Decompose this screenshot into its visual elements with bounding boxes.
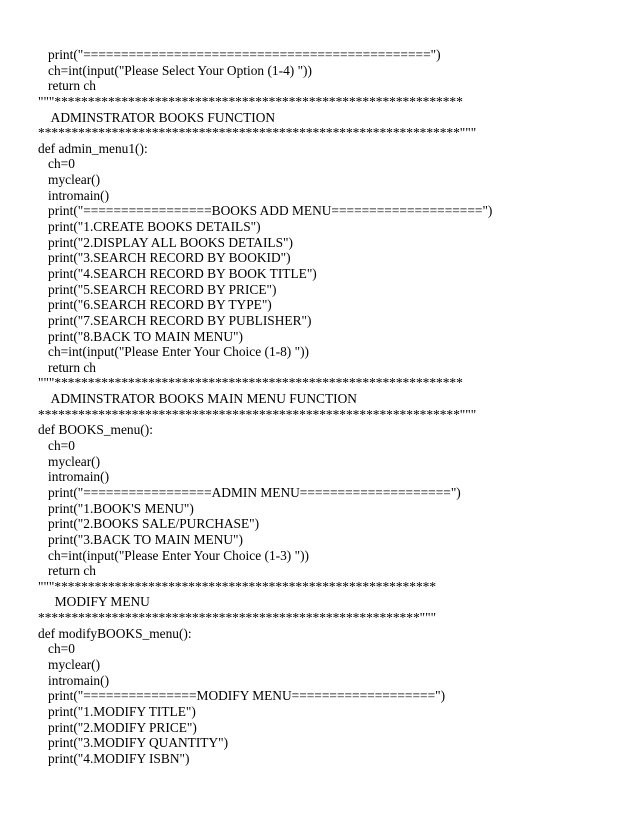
code-line: intromain() [38,672,110,688]
code-line: """************************************************************* [38,93,463,109]
code-line: print("3.SEARCH RECORD BY BOOKID") [38,250,291,266]
code-line: print("2.MODIFY PRICE") [38,719,197,735]
code-line: """************************************************************* [38,375,463,391]
code-line: print("4.SEARCH RECORD BY BOOK TITLE") [38,265,317,281]
code-line: """********************************************************* [38,578,437,594]
code-line: ch=0 [38,641,75,657]
code-line: *********************************************************""" [38,610,437,626]
code-line: ***************************************************************""" [38,125,477,141]
code-line: return ch [38,78,97,94]
code-line: print("2.DISPLAY ALL BOOKS DETAILS") [38,234,293,250]
code-line: print("7.SEARCH RECORD BY PUBLISHER") [38,312,312,328]
code-line: ADMINSTRATOR BOOKS FUNCTION [38,109,276,125]
code-line: print("8.BACK TO MAIN MENU") [38,328,243,344]
code-line: ADMINSTRATOR BOOKS MAIN MENU FUNCTION [38,391,357,407]
code-line: return ch [38,359,97,375]
code-line: intromain() [38,469,110,485]
code-line: ch=int(input("Please Enter Your Choice (1-8) ")) [38,344,309,360]
code-line: print("6.SEARCH RECORD BY TYPE") [38,297,272,313]
code-line: print("1.MODIFY TITLE") [38,703,196,719]
code-line: ch=0 [38,438,75,454]
code-line: def admin_menu1(): [38,140,148,156]
code-line: MODIFY MENU [38,594,150,610]
code-line: print("4.MODIFY ISBN") [38,750,190,766]
code-line: ch=int(input("Please Enter Your Choice (1-3) ")) [38,547,309,563]
code-line: def BOOKS_menu(): [38,422,153,438]
code-line: print("=================ADMIN MENU====================") [38,484,461,500]
code-line: print("2.BOOKS SALE/PURCHASE") [38,516,260,532]
code-line: def modifyBOOKS_menu(): [38,625,192,641]
code-line: print("==============================================") [38,47,441,62]
code-line: ch=int(input("Please Select Your Option (1-4) ")) [38,62,312,78]
code-line: myclear() [38,172,101,188]
code-line: print("3.MODIFY QUANTITY") [38,735,229,751]
code-line: print("=================BOOKS ADD MENU====================") [38,203,493,219]
code-listing [38,47,598,766]
code-line: intromain() [38,187,110,203]
code-line: ch=0 [38,156,75,172]
code-line: print("1.CREATE BOOKS DETAILS") [38,219,261,235]
code-line: myclear() [38,656,101,672]
code-line: myclear() [38,453,101,469]
code-line: return ch [38,563,97,579]
code-line: print("1.BOOK'S MENU") [38,500,194,516]
code-line: print("5.SEARCH RECORD BY PRICE") [38,281,277,297]
code-line: ***************************************************************""" [38,406,477,422]
code-line: print("3.BACK TO MAIN MENU") [38,531,243,547]
code-line: print("===============MODIFY MENU===================") [38,688,446,704]
